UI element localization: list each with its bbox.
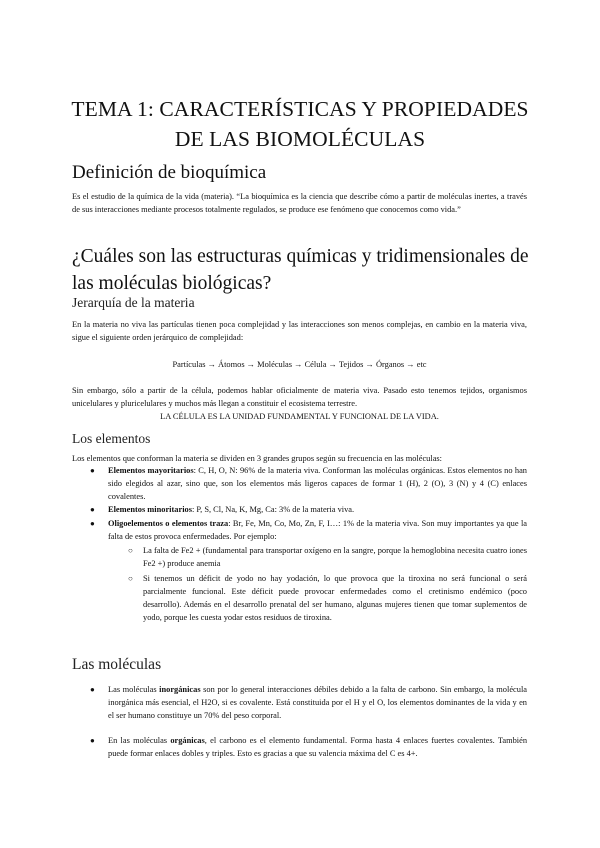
list-item-mayoritarios (108, 464, 527, 503)
list-item-oligoelementos (108, 517, 527, 543)
document-title: TEMA 1: CARACTERÍSTICAS Y PROPIEDADES DE LAS BIOMOLÉCULAS (71, 97, 529, 151)
item-text: : P, S, Cl, Na, K, Mg, Ca: 3% de la materia viva. (191, 505, 355, 514)
bullet-dot: ● (90, 736, 95, 745)
section-heading-estructuras: ¿Cuáles son las estructuras químicas y tridimensionales de las moléculas biológicas? (72, 246, 529, 294)
subheading-moleculas: Las moléculas (72, 656, 162, 673)
list-item-organicas (108, 734, 527, 760)
elementos-intro: Los elementos que conforman la materia se dividen en 3 grandes grupos según su frecuencia en las moléculas: (72, 454, 443, 463)
cell-statement: LA CÉLULA ES LA UNIDAD FUNDAMENTAL Y FUNCIONAL DE LA VIDA. (160, 412, 439, 421)
item-text: En las moléculas (108, 736, 171, 745)
sub-bullet-circle: ○ (128, 574, 133, 583)
term: inorgánicas (159, 685, 201, 694)
item-text: Las moléculas (108, 685, 160, 694)
item-text: , el carbono es el elemento fundamental. Forma hasta 4 enlaces fuertes covalentes. También puede formar enlaces dobles y triples. Esto es gracias a que su valencia máxima del C es 4+. (108, 736, 528, 758)
term: Elementos minoritarios (108, 505, 192, 514)
term: orgánicas (170, 736, 205, 745)
sub-list-item-hierro: La falta de Fe2 + (fundamental para transportar oxígeno en la sangre, porque la hemoglobina necesita cuatro iones Fe2 +) produce anemia (143, 546, 527, 568)
subheading-jerarquia: Jerarquía de la materia (72, 295, 195, 310)
item-text: : Br, Fe, Mn, Co, Mo, Zn, F, I…: 1% de la materia viva. Son muy importantes ya que la falta de estos provoca enfermedades. Por ejemplo: (108, 519, 527, 541)
jerarquia-paragraph: En la materia no viva las partículas tienen poca complejidad y las interacciones son menos complejas, en cambio en la materia viva, sigue el siguiente orden jerárquico de complejidad: (72, 320, 527, 342)
term: Oligoelementos o elementos traza (108, 519, 229, 528)
list-item-minoritarios (108, 503, 527, 516)
bullet-dot: ● (90, 519, 95, 528)
bullet-dot: ● (90, 505, 95, 514)
item-text: son por lo general interacciones débiles debido a la falta de carbono. Sin embargo, la molécula inorgánica más esencial, el H2O, si es covalente. Está constituida por el H y el O, los elementos dominantes de la vida y en el ser humano constituye un 70% del peso corporal. (108, 685, 527, 720)
bullet-dot: ● (90, 466, 95, 475)
item-text: : C, H, O, N: 96% de la materia viva. Conforman las moléculas orgánicas. Estos elementos no han sido elegidos al azar, sino que, son los elementos más ligeros capaces de formar 1 (H), 2 (O), 3 (N) y 4 (C) enlaces covalentes. (108, 466, 527, 501)
list-item-inorganicas (108, 683, 527, 722)
sub-list-item-yodo: Si tenemos un déficit de yodo no hay yodación, lo que provoca que la tiroxina no será funcional o será parcialmente funcional. Este déficit puede provocar enfermedades como el cretinismo endémico (poco desarrollo). Además en el desarrollo prenatal del ser humano, algunas mujeres tienen que tomar suplementos de yodo, porque les cuesta yodar estos residuos de tiroxina. (143, 574, 527, 622)
subheading-elementos: Los elementos (72, 431, 151, 446)
section-heading-definicion: Definición de bioquímica (72, 162, 267, 183)
jerarquia-paragraph-2: Sin embargo, sólo a partir de la célula, podemos hablar oficialmente de materia viva. Pasado esto tenemos tejidos, organismos unicelulares y pluricelulares y muchos más llegan a constituir el ecosistema terrestre. (72, 386, 527, 408)
definicion-paragraph: Es el estudio de la química de la vida (materia). “La bioquímica es la ciencia que describe cómo a partir de moléculas inertes, a través de sus interacciones mediante procesos totalmente regulados, se produce ese fenómeno que conocemos como vida.” (72, 192, 527, 214)
bullet-dot: ● (90, 685, 95, 694)
hierarchy-chain: Partículas → Átomos → Moléculas → Célula → Tejidos → Órganos → etc (172, 360, 427, 369)
term: Elementos mayoritarios (108, 466, 194, 475)
sub-bullet-circle: ○ (128, 546, 133, 555)
